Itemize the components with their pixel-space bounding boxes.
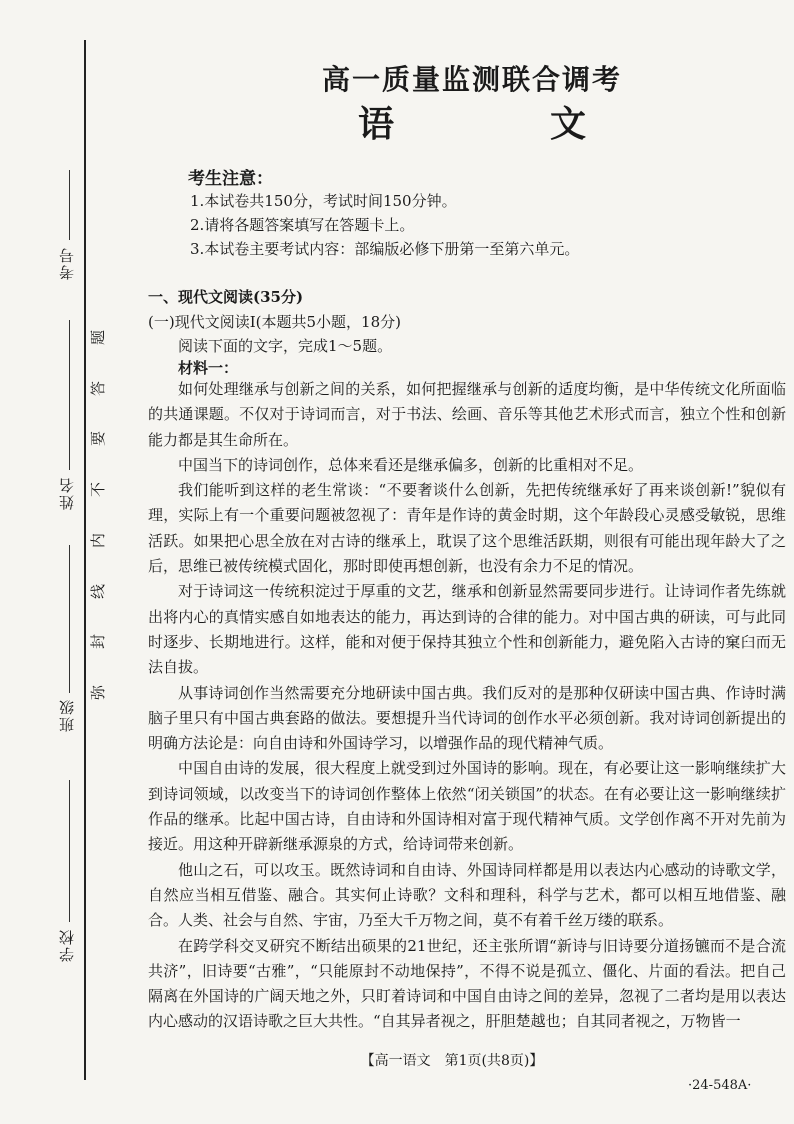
paragraph: 我们能听到这样的老生常谈：“不要奢谈什么创新，先把传统继承好了再来谈创新!”貌似有理，实际上有一个重要问题被忽视了：青年是作诗的黄金时期，这个年龄段心灵感受敏锐，思维活跃。如果把心思全放在对古诗的继承上，耽误了这个思维活跃期，则很有可能出现年龄大了之后，思维已被传统模式固化，那时即使再想创新，也没有余力不足的情况。 xyxy=(148,481,786,576)
seal-char: 要 xyxy=(89,431,108,447)
paragraph: 中国当下的诗词创作，总体来看还是继承偏多，创新的比重相对不足。 xyxy=(178,455,644,474)
seal-char: 题 xyxy=(89,329,108,346)
instruction: 阅读下面的文字，完成1～5题。 xyxy=(178,337,393,355)
school-field-line xyxy=(69,780,70,922)
notice-item-2: 2.请将各题答案填写在答题卡上。 xyxy=(190,216,415,234)
page-footer: 【高一语文 第1页(共8页)】 xyxy=(360,1053,544,1069)
class-field-line xyxy=(69,545,70,693)
name-field-line xyxy=(69,320,70,470)
seal-char: 内 xyxy=(89,532,108,548)
binding-line xyxy=(84,40,86,1080)
exam-title: 高一质量监测联合调考 xyxy=(321,63,622,96)
paragraph: 从事诗词创作当然需要充分地研读中国古典。我们反对的是那种仅研读中国古典、作诗时满脑子里只有中国古典套路的做法。要想提升当代诗词的创作水平必须创新。我对诗词创新提出的明确方法论是：向自由诗和外国诗学习，以增强作品的现代精神气质。 xyxy=(148,683,786,753)
school-label: 学校 xyxy=(58,928,76,962)
exam-no-field-line xyxy=(69,170,70,240)
name-label: 姓名 xyxy=(58,476,76,510)
paragraph: 在跨学科交叉研究不断结出硕果的21世纪，还主张所谓“新诗与旧诗要分道扬镳而不是合流共济”，旧诗要“古雅”，“只能原封不动地保持”，不得不说是孤立、僵化、片面的看法。把自己隔离在外国诗的广阔天地之外，只盯着诗词和中国自由诗之间的差异，忽视了二者均是用以表达内心感动的汉语诗歌之巨大共性。“自其异者视之，肝胆楚越也；自其同者视之，万物皆一 xyxy=(148,936,786,1031)
seal-char: 答 xyxy=(89,380,108,396)
passage xyxy=(148,377,786,1035)
notice-heading: 考生注意： xyxy=(188,169,273,189)
paragraph: 中国自由诗的发展，很大程度上就受到过外国诗的影响。现在，有必要让这一影响继续扩大到诗词领域，以改变当下的诗词创作整体上依然“闭关锁国”的状态。在有必要让这一影响继续扩作品的继承。比起中国古诗，自由诗和外国诗相对富于现代精神气质。文学创作离不开对先前为接近。用这种开辟新继承源泉的方式，给诗词带来创新。 xyxy=(148,759,786,854)
notice-item-3: 3.本试卷主要考试内容：部编版必修下册第一至第六单元。 xyxy=(190,240,580,258)
exam-no-label: 考号 xyxy=(58,246,76,280)
class-label: 班级 xyxy=(58,698,76,732)
paper-code: ·24-548A· xyxy=(688,1078,752,1093)
section-title: 一、现代文阅读(35分) xyxy=(148,288,304,306)
paragraph: 如何处理继承与创新之间的关系，如何把握继承与创新的适度均衡，是中华传统文化所面临的共通课题。不仅对于诗词而言，对于书法、绘画、音乐等其他艺术形式而言，独立个性和创新能力都是其生命所在。 xyxy=(148,380,786,449)
subject-title: 语 文 xyxy=(357,103,646,145)
seal-char: 封 xyxy=(89,634,108,650)
seal-char: 弥 xyxy=(89,684,108,700)
notice-item-1: 1.本试卷共150分，考试时间150分钟。 xyxy=(190,192,457,210)
seal-char: 不 xyxy=(89,482,108,498)
seal-char: 线 xyxy=(89,583,108,599)
material-label: 材料一： xyxy=(178,359,239,377)
paragraph: 他山之石，可以攻玉。既然诗词和自由诗、外国诗同样都是用以表达内心感动的诗歌文学，自然应当相互借鉴、融合。其实何止诗歌？文科和理科，科学与艺术，都可以相互地借鉴、融合。人类、社会与自然、宇宙，乃至大千万物之间，莫不有着千丝万缕的联系。 xyxy=(148,860,786,930)
paragraph: 对于诗词这一传统积淀过于厚重的文艺，继承和创新显然需要同步进行。让诗词作者先练就出将内心的真情实感自如地表达的能力，再达到诗的合律的能力。对中国古典的研读，可与此同时逐步、长期地进行。这样，能和对便于保持其独立个性和创新能力，避免陷入古诗的窠臼而无法自拔。 xyxy=(148,582,786,677)
seal-warning xyxy=(90,330,108,700)
subsection-title: (一)现代文阅读Ⅰ(本题共5小题，18分) xyxy=(148,313,401,331)
